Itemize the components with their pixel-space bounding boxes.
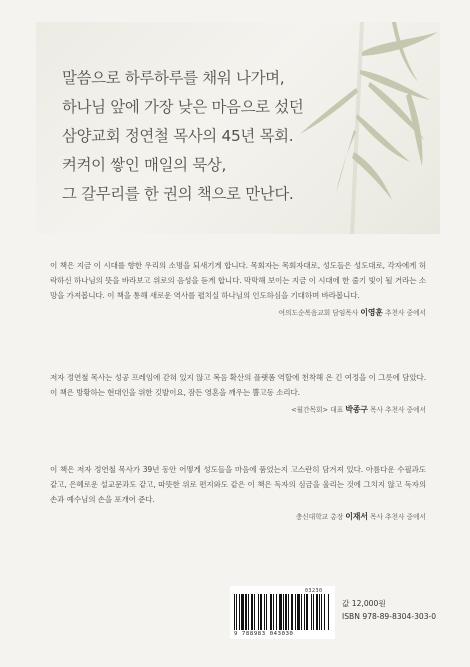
endorsement [50, 370, 426, 415]
endorser-name: 이영훈 [360, 308, 383, 317]
bamboo-leaves-illustration [300, 22, 440, 234]
endorsement [50, 462, 426, 522]
hero-line: 하나님 앞에 가장 낮은 마음으로 섰던 [62, 98, 304, 116]
isbn-barcode [230, 586, 335, 639]
source-title: <월간목회> 대표 [291, 406, 344, 414]
hero-quote [62, 64, 303, 209]
hero-line: 말씀으로 하루하루를 채워 나가며, [62, 69, 285, 87]
price-info [342, 597, 436, 623]
source-note: 추천사 중에서 [385, 309, 426, 317]
hero-line: 켜켜이 쌓인 매일의 묵상, [62, 156, 227, 174]
source-note: 목사 추천사 중에서 [370, 513, 426, 521]
barcode-digits: 9 788983 043030 [234, 631, 294, 637]
source-note: 목사 추천사 중에서 [370, 406, 426, 414]
hero-line: 삼양교회 정연철 목사의 45년 목회. [62, 127, 294, 145]
endorsement-text: 이 책은 지금 이 시대를 향한 우리의 소명을 되새기게 합니다. 목회자는 목회자대로, 성도들은 성도대로, 각자에게 허락하신 하나님의 뜻을 바라보고 위로의 음성을 듣게 합니다. 막막해 보이는 지금 이 시대에 한 줄기 빛이 될 거라는 소망을 가져봅니다. 이 책을 통해 새로운 역사를 펼치실 하나님의 인도하심을 기대하며 바라봅니다. [50, 261, 426, 300]
hero-line: 그 갈무리를 한 권의 책으로 만난다. [62, 185, 294, 203]
endorser-name: 박종구 [345, 405, 368, 414]
hero-panel [36, 22, 440, 234]
price: 값 12,000원 [342, 599, 386, 608]
endorsement-source [50, 404, 426, 415]
isbn-number: ISBN 978-89-8304-303-0 [342, 612, 437, 621]
endorsement-source [50, 307, 426, 318]
barcode-addon-number: 03230 [305, 588, 323, 594]
source-title: 여의도순복음교회 담임목사 [278, 309, 359, 317]
endorsement-text: 저자 정연철 목사는 성공 프레임에 갇혀 있지 않고 복음 확산의 플랫폼 역할에 천착해 온 긴 여정을 이 그릇에 담았다. 이 책은 방황하는 현대인을 위한 깃발이요, 잠든 영혼을 깨우는 뿔고동 소리다. [50, 373, 426, 397]
endorsement-text: 이 책은 저자 정연철 목사가 39년 동안 어떻게 성도들을 마음에 품었는지 고스란히 담겨져 있다. 아름다운 수필과도 같고, 은혜로운 설교문과도 같고, 따뜻한 위로 편지와도 같은 이 책은 독자의 심금을 울리는 것에 그치지 않고 독자의 손과 예수님의 손을 포개어 준다. [50, 465, 426, 504]
endorsement-source [50, 511, 426, 522]
source-title: 충신대학교 총장 [295, 513, 344, 521]
endorsement [50, 258, 426, 318]
endorser-name: 이재서 [345, 512, 368, 521]
barcode-bars [234, 594, 331, 630]
